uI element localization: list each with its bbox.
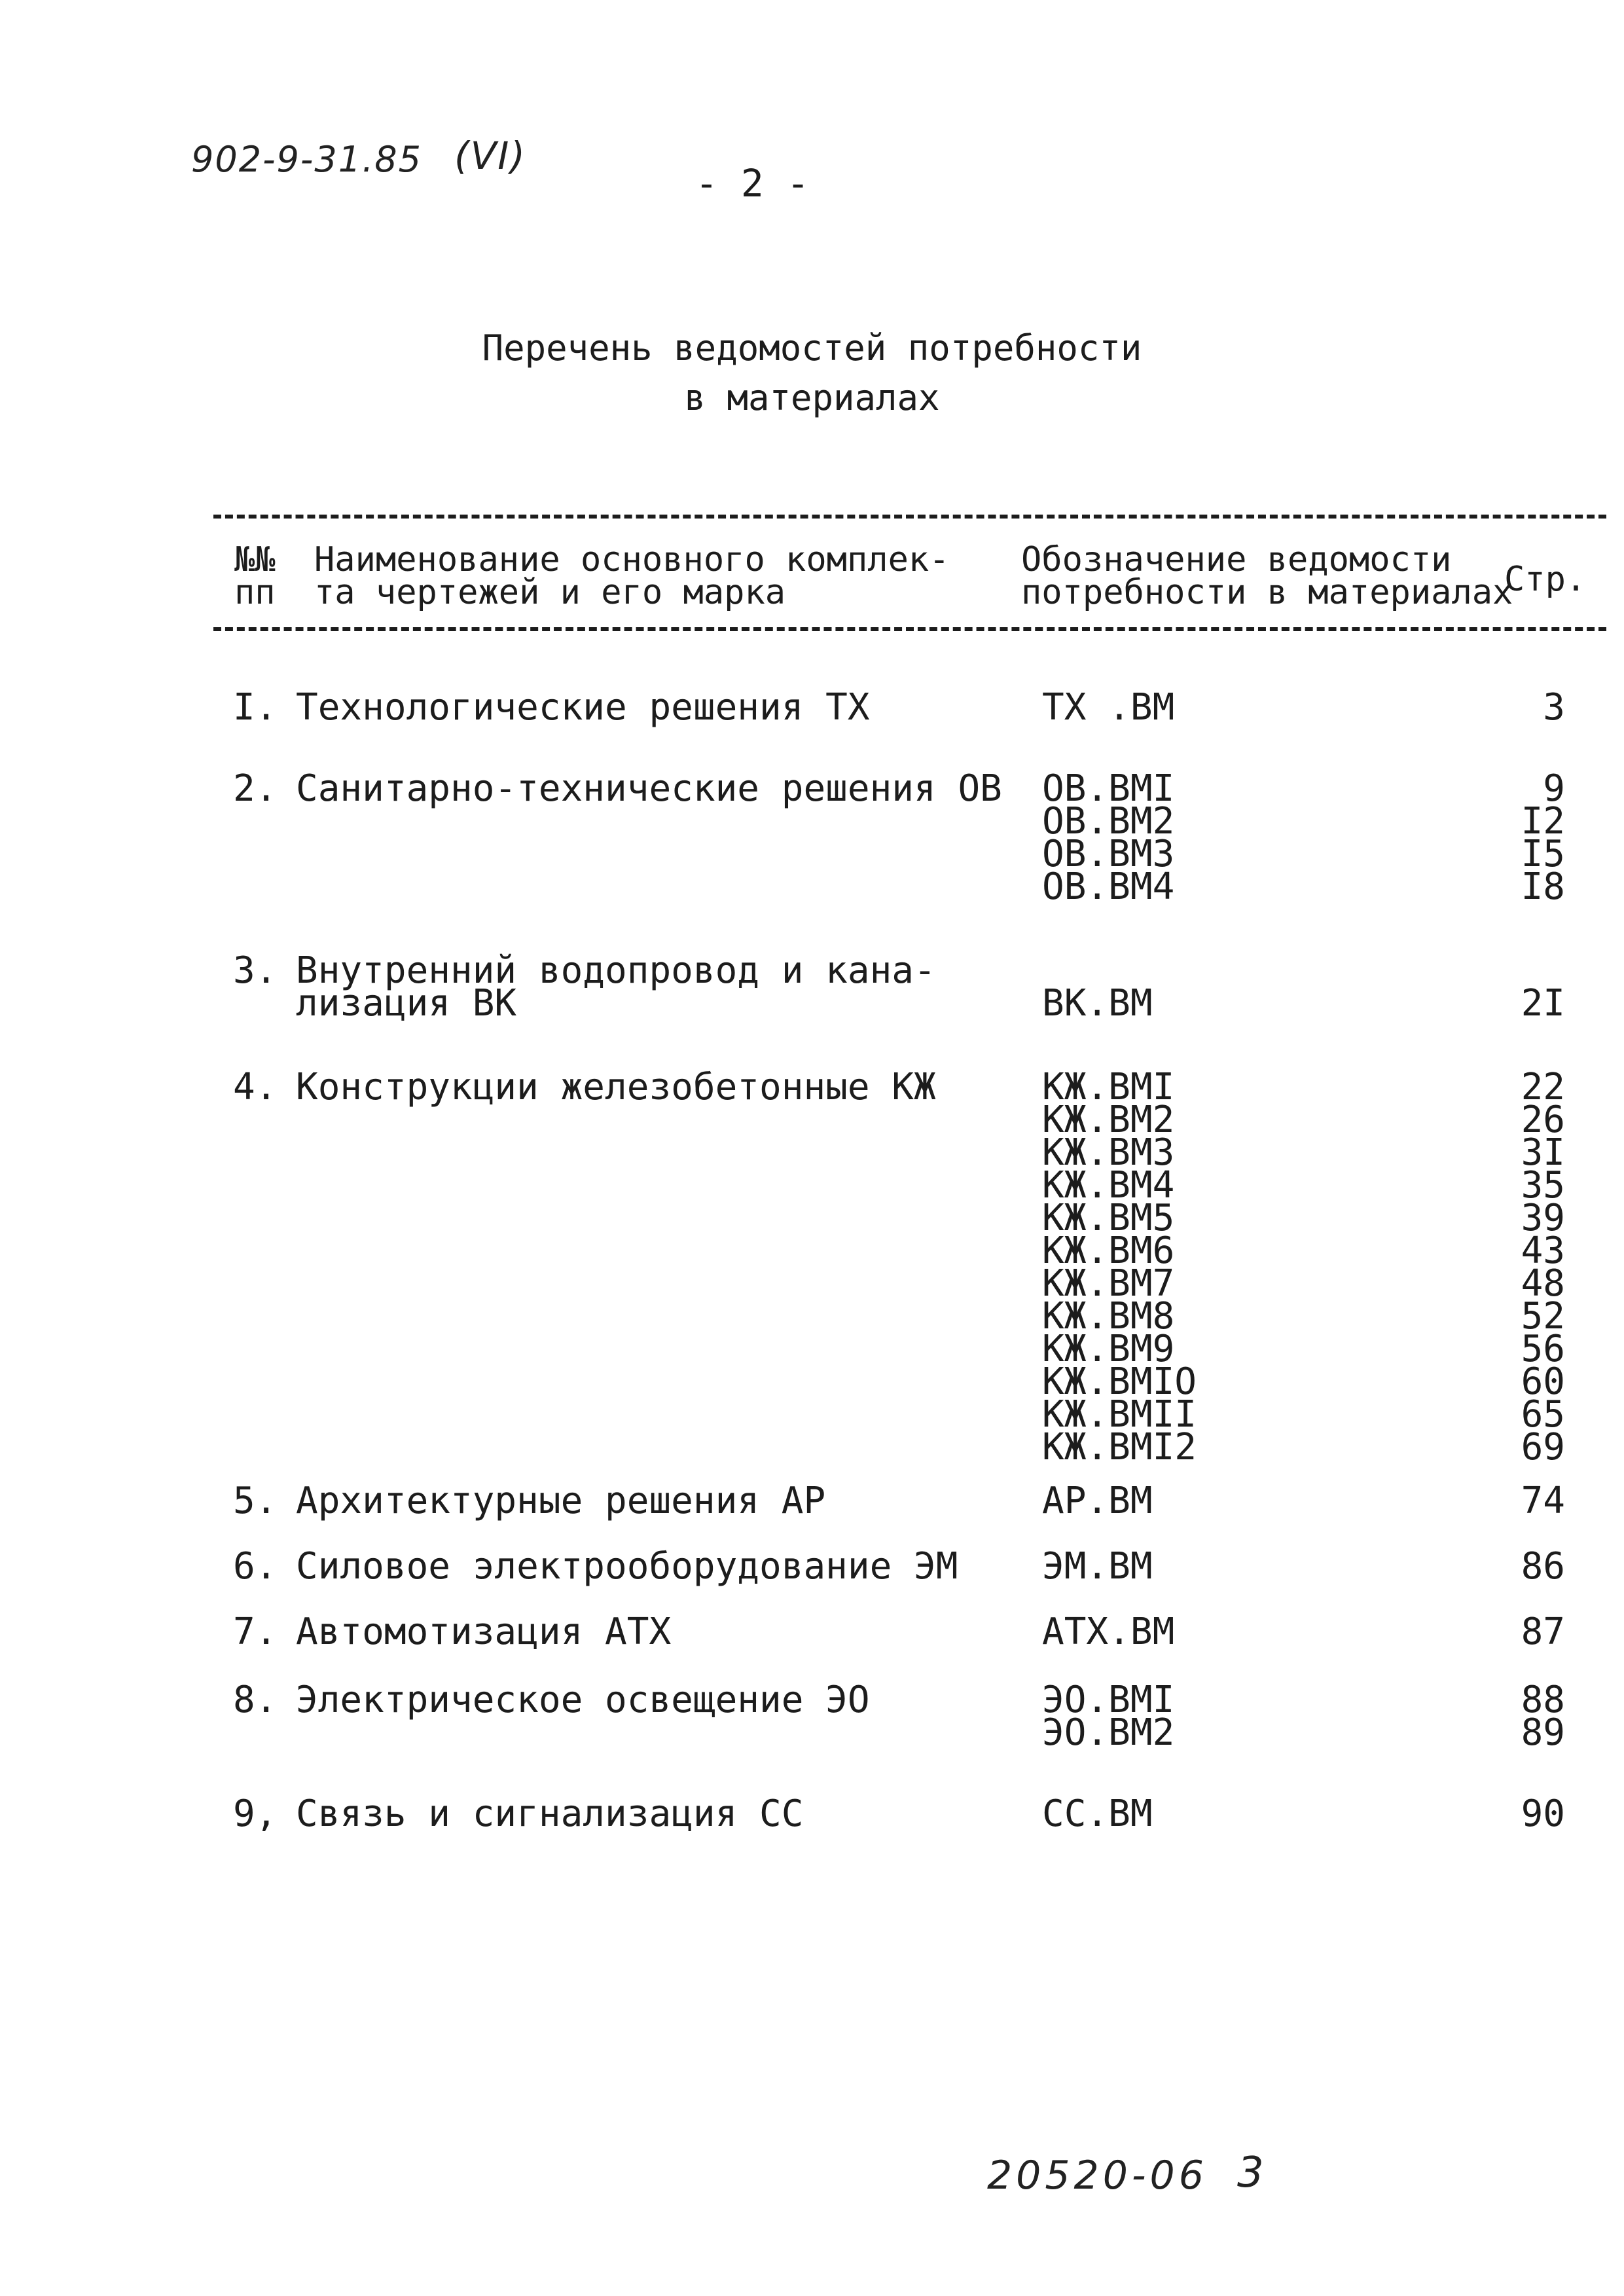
row-name: Технологические решения ТХ (296, 686, 870, 729)
row-code: КЖ.ВМI2 (1042, 1426, 1197, 1468)
header-name-line2: та чертежей и его марка (314, 573, 786, 612)
row-name: Силовое электрооборудование ЭМ (296, 1545, 958, 1588)
row-code: КЖ.ВМ9 (1042, 1328, 1175, 1370)
row-number: 8. (233, 1679, 278, 1721)
row-code: ЭО.ВМI (1042, 1679, 1175, 1721)
row-number: 4. (233, 1066, 278, 1108)
header-code-line2: потребности в материалах (1021, 573, 1513, 612)
document-code: 902-9-31.85 (191, 139, 422, 180)
row-page: 2I (1521, 982, 1565, 1025)
row-page: 65 (1521, 1393, 1565, 1436)
row-code: КЖ.ВМII (1042, 1393, 1197, 1436)
row-code: ОВ.ВМI (1042, 767, 1175, 810)
row-code: ОВ.ВМ3 (1042, 833, 1175, 875)
page-number: - 2 - (695, 161, 810, 206)
row-code: ВК.ВМ (1042, 982, 1153, 1025)
row-code: КЖ.ВМ4 (1042, 1164, 1175, 1207)
header-num-line1: №№ (234, 540, 276, 579)
row-code: КЖ.ВМIО (1042, 1360, 1197, 1403)
row-code: СС.ВМ (1042, 1793, 1153, 1835)
row-page: I5 (1521, 833, 1565, 875)
row-code: КЖ.ВМ6 (1042, 1230, 1175, 1272)
row-code: АР.ВМ (1042, 1480, 1153, 1522)
row-name: Электрическое освещение ЭО (296, 1679, 870, 1721)
row-code: ЭМ.ВМ (1042, 1545, 1153, 1588)
volume-mark: (VI) (454, 134, 527, 178)
row-page: 52 (1521, 1295, 1565, 1338)
row-page: 26 (1521, 1099, 1565, 1141)
row-name-line1: Внутренний водопровод и кана- (296, 949, 936, 992)
header-num-line2: пп (234, 573, 276, 612)
row-page: 3 (1543, 686, 1565, 729)
page-title: Перечень ведомостей потребности (482, 327, 1142, 369)
row-number: I. (233, 686, 278, 729)
header-page: Стр. (1504, 560, 1587, 599)
row-page: 22 (1521, 1066, 1565, 1108)
row-code: ОВ.ВМ2 (1042, 800, 1175, 843)
row-page: 48 (1521, 1262, 1565, 1305)
row-number: 3. (233, 949, 278, 992)
header-top-rule (213, 515, 1606, 519)
row-name: Связь и сигнализация СС (296, 1793, 804, 1835)
row-page: I8 (1521, 866, 1565, 908)
row-code: КЖ.ВМ8 (1042, 1295, 1175, 1338)
row-page: 74 (1521, 1480, 1565, 1522)
row-name: Санитарно-технические решения ОВ (296, 767, 1002, 810)
row-name: Конструкции железобетонные КЖ (296, 1066, 936, 1108)
row-page: 86 (1521, 1545, 1565, 1588)
row-page: 3I (1521, 1131, 1565, 1174)
row-page: 87 (1521, 1611, 1565, 1653)
row-number: 7. (233, 1611, 278, 1653)
row-code: КЖ.ВМI (1042, 1066, 1175, 1108)
row-page: 35 (1521, 1164, 1565, 1207)
row-code: АТХ.ВМ (1042, 1611, 1175, 1653)
row-page: 43 (1521, 1230, 1565, 1272)
row-number: 5. (233, 1480, 278, 1522)
row-page: 69 (1521, 1426, 1565, 1468)
row-page: 56 (1521, 1328, 1565, 1370)
row-number: 2. (233, 767, 278, 810)
row-number: 6. (233, 1545, 278, 1588)
row-name-line2: лизация ВК (296, 982, 517, 1025)
row-code: ОВ.ВМ4 (1042, 866, 1175, 908)
row-name: Автомотизация АТХ (296, 1611, 672, 1653)
row-code: КЖ.ВМ7 (1042, 1262, 1175, 1305)
inventory-number: 20520-06 (987, 2153, 1208, 2198)
row-page: I2 (1521, 800, 1565, 843)
sheet-number: 3 (1237, 2149, 1265, 2197)
header-bottom-rule (213, 627, 1606, 631)
row-page: 9 (1543, 767, 1565, 810)
row-page: 90 (1521, 1793, 1565, 1835)
row-code: ТХ .ВМ (1042, 686, 1175, 729)
page-subtitle: в материалах (684, 377, 940, 418)
row-name: Архитектурные решения АР (296, 1480, 826, 1522)
row-code: ЭО.ВМ2 (1042, 1711, 1175, 1754)
row-page: 89 (1521, 1711, 1565, 1754)
row-code: КЖ.ВМ5 (1042, 1197, 1175, 1239)
row-code: КЖ.ВМ3 (1042, 1131, 1175, 1174)
header-code-line1: Обозначение ведомости (1021, 540, 1452, 579)
row-code: КЖ.ВМ2 (1042, 1099, 1175, 1141)
row-page: 60 (1521, 1360, 1565, 1403)
row-number: 9, (233, 1793, 278, 1835)
row-page: 39 (1521, 1197, 1565, 1239)
header-name-line1: Наименование основного комплек- (314, 540, 950, 579)
row-page: 88 (1521, 1679, 1565, 1721)
